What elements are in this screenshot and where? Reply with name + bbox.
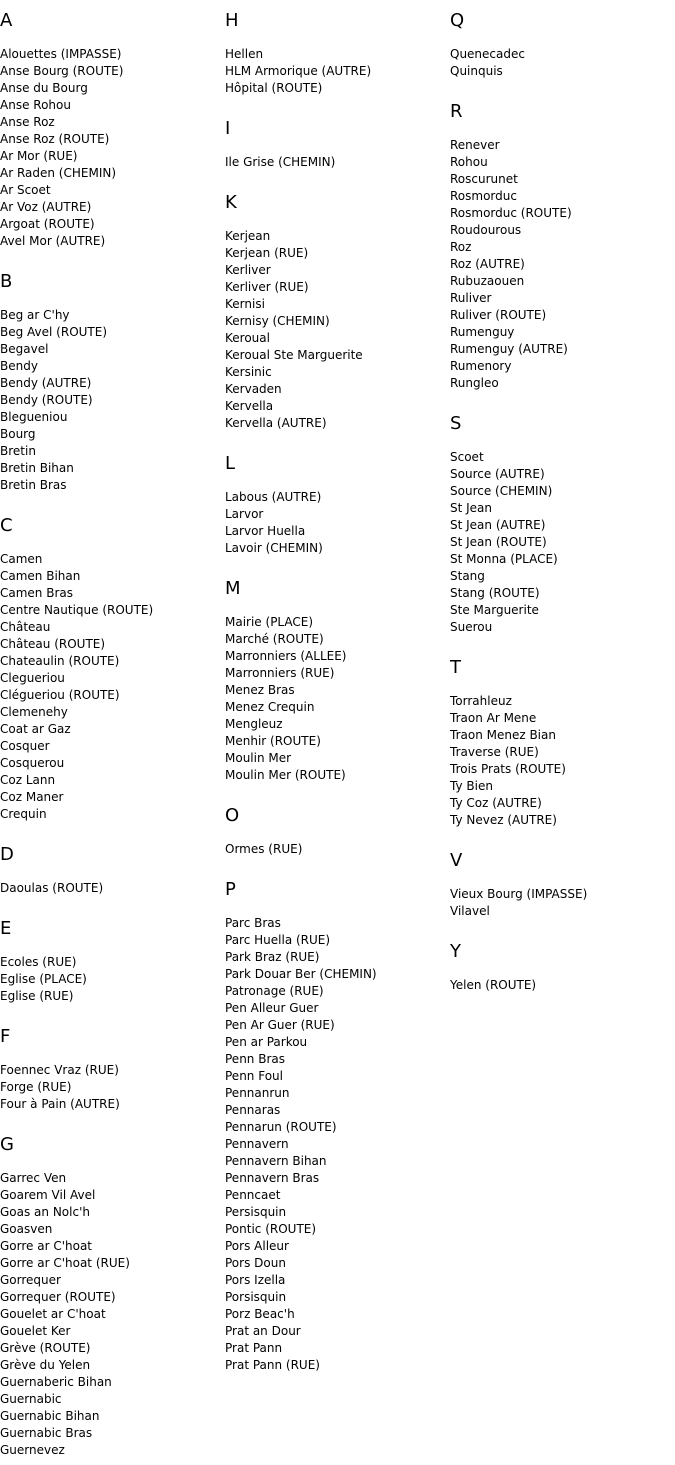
section-letter-heading: E <box>0 918 12 939</box>
street-name: Parc Bras <box>225 916 281 930</box>
street-name: HLM Armorique (AUTRE) <box>225 64 372 78</box>
street-name: Gouelet Ker <box>0 1324 71 1338</box>
street-name: Mengleuz <box>225 717 283 731</box>
street-list <box>0 954 220 1005</box>
street-name: Clegueriou <box>0 671 65 685</box>
section-spacer <box>450 829 670 850</box>
street-name: Camen Bihan <box>0 569 81 583</box>
street-name: Ar Mor (RUE) <box>0 149 78 163</box>
street-name: Bendy <box>0 359 38 373</box>
street-name: Gorre ar C'hoat <box>0 1239 93 1253</box>
street-name: Quenecadec <box>450 47 525 61</box>
section-spacer <box>450 80 670 101</box>
street-name: Prat Pann (RUE) <box>225 1358 320 1372</box>
street-name: Bretin Bras <box>0 478 67 492</box>
street-name: Kerjean (RUE) <box>225 246 309 260</box>
street-name: Menez Crequin <box>225 700 315 714</box>
letter-section-h <box>225 10 445 97</box>
street-list <box>225 841 445 858</box>
section-spacer <box>0 897 220 918</box>
street-list <box>0 880 220 897</box>
street-name: Ruliver <box>450 291 492 305</box>
street-name: Ecoles (RUE) <box>0 955 77 969</box>
street-name: Kerliver <box>225 263 271 277</box>
letter-section-e <box>0 918 220 1005</box>
street-name: Bretin <box>0 444 36 458</box>
street-name: Park Braz (RUE) <box>225 950 320 964</box>
street-list <box>225 46 445 97</box>
street-name: St Jean (ROUTE) <box>450 535 547 549</box>
street-name: Moulin Mer <box>225 751 292 765</box>
letter-section-a <box>0 10 220 250</box>
street-name: Camen <box>0 552 43 566</box>
street-name: Porsisquin <box>225 1290 287 1304</box>
letter-section-b <box>0 271 220 494</box>
section-spacer <box>225 784 445 805</box>
street-name: Yelen (ROUTE) <box>450 978 537 992</box>
section-letter-heading: O <box>225 805 240 826</box>
street-name: Roz (AUTRE) <box>450 257 525 271</box>
street-name: Château (ROUTE) <box>0 637 106 651</box>
street-name: Beg ar C'hy <box>0 308 70 322</box>
letter-section-d <box>0 844 220 897</box>
street-list <box>0 1170 220 1459</box>
street-list <box>450 449 670 636</box>
letter-section-c <box>0 515 220 823</box>
section-letter-heading: L <box>225 453 236 474</box>
street-name: Alouettes (IMPASSE) <box>0 47 122 61</box>
street-name: Menhir (ROUTE) <box>225 734 321 748</box>
street-name: Pennavern <box>225 1137 289 1151</box>
street-name: Hôpital (ROUTE) <box>225 81 323 95</box>
section-spacer <box>0 250 220 271</box>
street-name: Clégueriou (ROUTE) <box>0 688 120 702</box>
section-letter-heading: Q <box>450 10 465 31</box>
street-name: Pennarun (ROUTE) <box>225 1120 337 1134</box>
street-list <box>450 693 670 829</box>
street-name: Kervella (AUTRE) <box>225 416 327 430</box>
street-name: Four à Pain (AUTRE) <box>0 1097 120 1111</box>
street-name: Eglise (PLACE) <box>0 972 87 986</box>
street-name: Pennavern Bras <box>225 1171 320 1185</box>
section-spacer <box>450 392 670 413</box>
street-list <box>0 307 220 494</box>
street-name: Pen Ar Guer (RUE) <box>225 1018 335 1032</box>
letter-section-t <box>450 657 670 829</box>
section-letter-heading: S <box>450 413 462 434</box>
street-name: Traverse (RUE) <box>450 745 539 759</box>
letter-section-o <box>225 805 445 858</box>
street-name: Rosmorduc <box>450 189 517 203</box>
street-name: Kervella <box>225 399 274 413</box>
street-name: Penn Foul <box>225 1069 283 1083</box>
street-list <box>450 137 670 392</box>
street-name: Porz Beac'h <box>225 1307 295 1321</box>
street-name: Grève (ROUTE) <box>0 1341 91 1355</box>
street-name: Coat ar Gaz <box>0 722 71 736</box>
street-list <box>0 1062 220 1113</box>
section-letter-heading: H <box>225 10 239 31</box>
letter-section-g <box>0 1134 220 1459</box>
street-name: Guernabic <box>0 1392 62 1406</box>
street-name: Coz Lann <box>0 773 56 787</box>
street-list <box>225 489 445 557</box>
street-name: Menez Bras <box>225 683 295 697</box>
street-name: Coz Maner <box>0 790 64 804</box>
street-name: Prat an Dour <box>225 1324 301 1338</box>
section-spacer <box>225 432 445 453</box>
street-name: Guernaberic Bihan <box>0 1375 112 1389</box>
street-name: Kernisy (CHEMIN) <box>225 314 330 328</box>
section-letter-heading: B <box>0 271 13 292</box>
street-name: Foennec Vraz (RUE) <box>0 1063 119 1077</box>
letter-section-y <box>450 941 670 994</box>
street-name: Rohou <box>450 155 488 169</box>
street-name: Bretin Bihan <box>0 461 74 475</box>
street-list <box>450 46 670 80</box>
street-name: Kernisi <box>225 297 265 311</box>
street-name: Keroual Ste Marguerite <box>225 348 363 362</box>
street-name: Goasven <box>0 1222 53 1236</box>
section-spacer <box>225 171 445 192</box>
street-name: Pontic (ROUTE) <box>225 1222 317 1236</box>
street-name: Traon Ar Mene <box>450 711 537 725</box>
street-name: Scoet <box>450 450 484 464</box>
street-name: Lavoir (CHEMIN) <box>225 541 323 555</box>
street-name: Bourg <box>0 427 36 441</box>
street-list <box>225 228 445 432</box>
street-name: Kerliver (RUE) <box>225 280 309 294</box>
letter-section-p <box>225 879 445 1374</box>
street-name: Ty Nevez (AUTRE) <box>450 813 557 827</box>
street-name: Trois Prats (ROUTE) <box>450 762 566 776</box>
street-name: Suerou <box>450 620 493 634</box>
street-name: Blegueniou <box>0 410 68 424</box>
street-name: Marché (ROUTE) <box>225 632 324 646</box>
street-name: Clemenehy <box>0 705 68 719</box>
street-name: Roz <box>450 240 472 254</box>
street-name: Goas an Nolc'h <box>0 1205 90 1219</box>
street-name: Stang <box>450 569 485 583</box>
street-name: Larvor Huella <box>225 524 306 538</box>
street-name: Argoat (ROUTE) <box>0 217 95 231</box>
street-name: Eglise (RUE) <box>0 989 74 1003</box>
street-name: Mairie (PLACE) <box>225 615 314 629</box>
street-name: Chateaulin (ROUTE) <box>0 654 120 668</box>
street-name: Source (CHEMIN) <box>450 484 553 498</box>
street-name: Parc Huella (RUE) <box>225 933 331 947</box>
street-column-2 <box>225 10 445 1374</box>
street-name: Rosmorduc (ROUTE) <box>450 206 572 220</box>
street-list <box>0 551 220 823</box>
street-name: Rubuzaouen <box>450 274 525 288</box>
section-spacer <box>0 823 220 844</box>
letter-section-m <box>225 578 445 784</box>
street-name: Keroual <box>225 331 270 345</box>
street-name: St Jean (AUTRE) <box>450 518 546 532</box>
street-name: Moulin Mer (ROUTE) <box>225 768 346 782</box>
street-name: Camen Bras <box>0 586 73 600</box>
street-column-3 <box>450 10 670 994</box>
street-name: Goarem Vil Avel <box>0 1188 96 1202</box>
street-name: Kervaden <box>225 382 282 396</box>
section-letter-heading: F <box>0 1026 11 1047</box>
street-name: Source (AUTRE) <box>450 467 545 481</box>
street-name: Guernabic Bras <box>0 1426 93 1440</box>
street-list <box>450 977 670 994</box>
street-name: Ile Grise (CHEMIN) <box>225 155 336 169</box>
street-name: Penncaet <box>225 1188 281 1202</box>
street-name: Ar Scoet <box>0 183 51 197</box>
street-name: Ar Raden (CHEMIN) <box>0 166 117 180</box>
street-name: Rumenguy <box>450 325 515 339</box>
street-name: Pors Alleur <box>225 1239 289 1253</box>
street-name: Marronniers (ALLEE) <box>225 649 347 663</box>
letter-section-i <box>225 118 445 171</box>
street-name: Quinquis <box>450 64 503 78</box>
street-name: Prat Pann <box>225 1341 283 1355</box>
street-name: Kerjean <box>225 229 271 243</box>
street-list <box>0 46 220 250</box>
letter-section-r <box>450 101 670 392</box>
street-name: Gouelet ar C'hoat <box>0 1307 106 1321</box>
street-name: Roudourous <box>450 223 522 237</box>
street-name: Beg Avel (ROUTE) <box>0 325 108 339</box>
street-name: Anse Roz <box>0 115 55 129</box>
street-name: Anse Roz (ROUTE) <box>0 132 110 146</box>
street-list <box>225 915 445 1374</box>
street-name: Rumenguy (AUTRE) <box>450 342 568 356</box>
street-list <box>225 614 445 784</box>
street-name: Patronage (RUE) <box>225 984 324 998</box>
section-spacer <box>450 636 670 657</box>
street-name: Stang (ROUTE) <box>450 586 540 600</box>
section-letter-heading: T <box>450 657 461 678</box>
section-spacer <box>0 494 220 515</box>
street-name: Ty Coz (AUTRE) <box>450 796 542 810</box>
street-name: St Monna (PLACE) <box>450 552 558 566</box>
section-letter-heading: C <box>0 515 13 536</box>
street-name: Vilavel <box>450 904 490 918</box>
street-name: Ruliver (ROUTE) <box>450 308 547 322</box>
street-name: Renever <box>450 138 500 152</box>
street-name: Guernabic Bihan <box>0 1409 100 1423</box>
section-spacer <box>450 920 670 941</box>
street-name: Ste Marguerite <box>450 603 539 617</box>
street-name: Anse du Bourg <box>0 81 88 95</box>
street-name: Guernevez <box>0 1443 65 1457</box>
section-letter-heading: Y <box>450 941 461 962</box>
street-name: Torrahleuz <box>450 694 512 708</box>
street-name: Château <box>0 620 51 634</box>
street-list <box>450 886 670 920</box>
street-name: Roscurunet <box>450 172 518 186</box>
street-name: Garrec Ven <box>0 1171 67 1185</box>
street-name: Gorrequer (ROUTE) <box>0 1290 116 1304</box>
street-name: Cosquerou <box>0 756 65 770</box>
street-name: Park Douar Ber (CHEMIN) <box>225 967 377 981</box>
street-name: Ty Bien <box>450 779 493 793</box>
section-letter-heading: M <box>225 578 241 599</box>
street-name: Ar Voz (AUTRE) <box>0 200 92 214</box>
street-name: Pen ar Parkou <box>225 1035 308 1049</box>
street-column-1 <box>0 10 220 1459</box>
section-spacer <box>225 858 445 879</box>
street-name: Labous (AUTRE) <box>225 490 322 504</box>
section-spacer <box>0 1005 220 1026</box>
street-name: Rungleo <box>450 376 499 390</box>
street-name: Kersinic <box>225 365 272 379</box>
street-name: Pennaras <box>225 1103 281 1117</box>
street-name: Bendy (ROUTE) <box>0 393 93 407</box>
letter-section-l <box>225 453 445 557</box>
letter-section-f <box>0 1026 220 1113</box>
letter-section-q <box>450 10 670 80</box>
street-name: Pen Alleur Guer <box>225 1001 319 1015</box>
street-name: Forge (RUE) <box>0 1080 72 1094</box>
section-letter-heading: A <box>0 10 13 31</box>
letter-section-s <box>450 413 670 636</box>
street-name: Persisquin <box>225 1205 287 1219</box>
section-letter-heading: V <box>450 850 463 871</box>
section-spacer <box>225 557 445 578</box>
street-name: Bendy (AUTRE) <box>0 376 92 390</box>
section-letter-heading: D <box>0 844 14 865</box>
street-name: Centre Nautique (ROUTE) <box>0 603 154 617</box>
street-name: Hellen <box>225 47 264 61</box>
street-name: Crequin <box>0 807 47 821</box>
street-name: Cosquer <box>0 739 50 753</box>
street-name: Gorre ar C'hoat (RUE) <box>0 1256 130 1270</box>
letter-section-v <box>450 850 670 920</box>
street-name: Avel Mor (AUTRE) <box>0 234 106 248</box>
street-name: Rumenory <box>450 359 512 373</box>
street-name: Penn Bras <box>225 1052 285 1066</box>
section-letter-heading: K <box>225 192 237 213</box>
section-letter-heading: P <box>225 879 236 900</box>
street-name: Anse Bourg (ROUTE) <box>0 64 124 78</box>
street-name: Pennanrun <box>225 1086 290 1100</box>
street-list <box>225 154 445 171</box>
street-name: Pennavern Bihan <box>225 1154 327 1168</box>
street-name: Anse Rohou <box>0 98 71 112</box>
street-name: Ormes (RUE) <box>225 842 303 856</box>
street-name: Traon Menez Bian <box>450 728 556 742</box>
street-name: Daoulas (ROUTE) <box>0 881 104 895</box>
street-name: Grève du Yelen <box>0 1358 91 1372</box>
section-spacer <box>225 97 445 118</box>
street-name: Pors Doun <box>225 1256 286 1270</box>
street-name: Pors Izella <box>225 1273 286 1287</box>
street-name: Begavel <box>0 342 49 356</box>
section-letter-heading: I <box>225 118 231 139</box>
section-spacer <box>0 1113 220 1134</box>
street-name: Gorrequer <box>0 1273 61 1287</box>
street-name: Vieux Bourg (IMPASSE) <box>450 887 588 901</box>
section-letter-heading: G <box>0 1134 14 1155</box>
street-name: St Jean <box>450 501 493 515</box>
section-letter-heading: R <box>450 101 463 122</box>
letter-section-k <box>225 192 445 432</box>
street-name: Larvor <box>225 507 264 521</box>
street-name: Marronniers (RUE) <box>225 666 335 680</box>
